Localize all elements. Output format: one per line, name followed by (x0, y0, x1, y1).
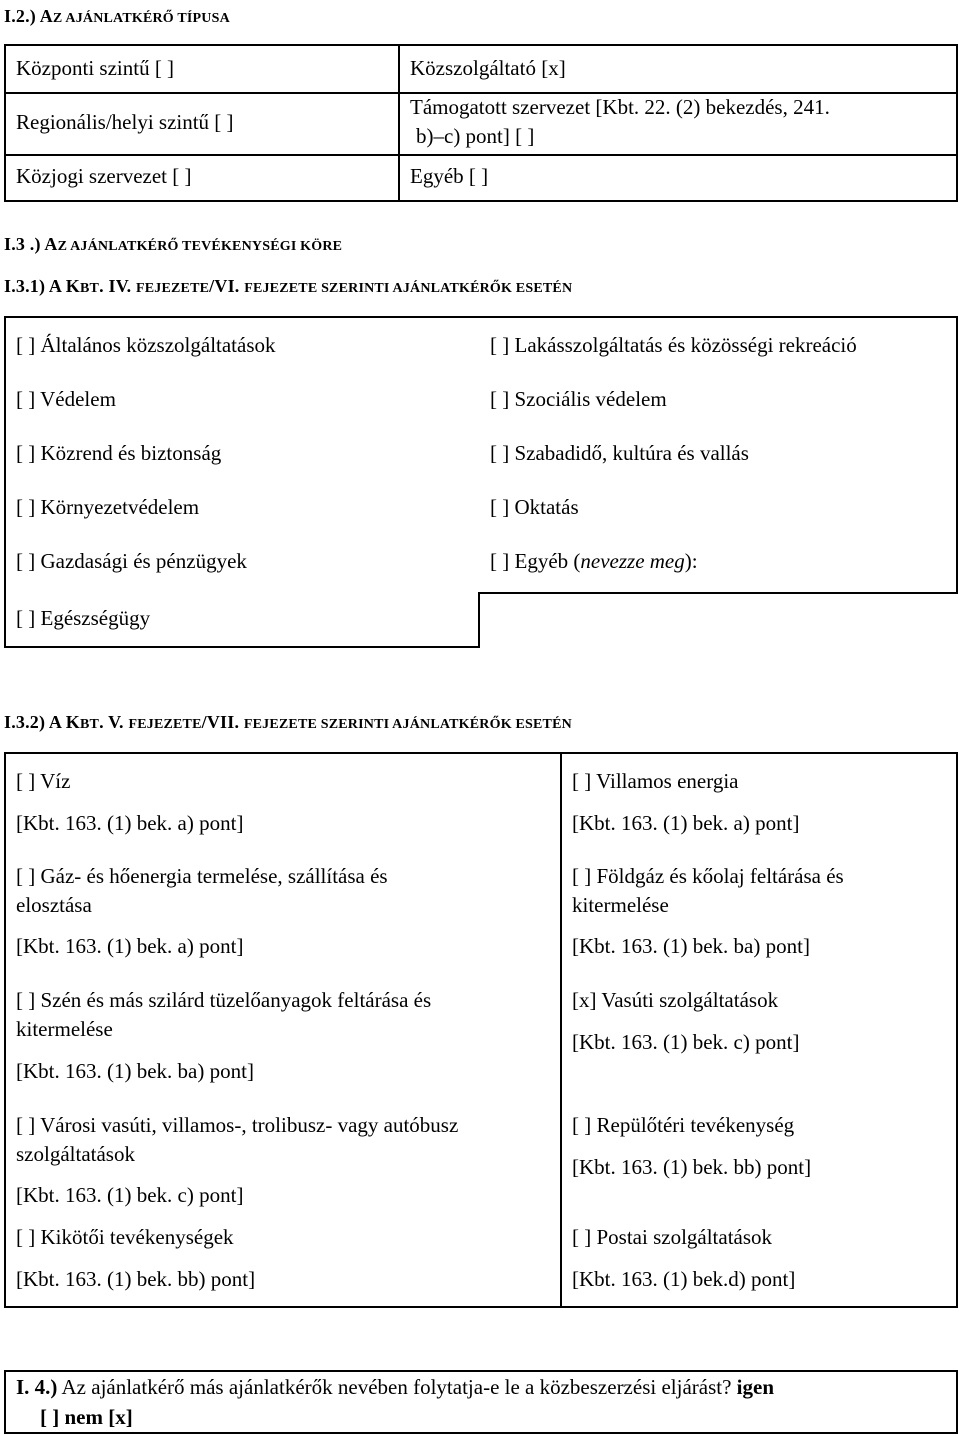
option-text: [ ] Egyéb ( (490, 549, 581, 573)
checkbox-no[interactable]: [x] (108, 1405, 133, 1429)
table-border (956, 316, 958, 594)
table-border (4, 316, 958, 318)
option-public-law[interactable]: Közjogi szervezet [ ] (16, 164, 192, 188)
legal-ref: [Kbt. 163. (1) bek.d) pont] (572, 1267, 796, 1291)
legal-ref: [Kbt. 163. (1) bek. bb) pont] (572, 1155, 812, 1179)
heading-text-small: BT (80, 281, 100, 296)
question-line (16, 1402, 946, 1432)
utility-railway[interactable]: [x] Vasúti szolgáltatások (572, 988, 779, 1012)
activity-public-order[interactable]: [ ] Közrend és biztonság (16, 441, 222, 465)
answer-yes[interactable]: igen (736, 1375, 775, 1399)
utility-airport[interactable]: [ ] Repülőtéri tevékenység (572, 1113, 795, 1137)
activity-economic-financial[interactable]: [ ] Gazdasági és pénzügyek (16, 549, 247, 573)
utility-ports[interactable]: [ ] Kikötői tevékenységek (16, 1225, 234, 1249)
activity-defence[interactable]: [ ] Védelem (16, 387, 116, 411)
section-heading-i31 (4, 276, 572, 297)
legal-ref: [Kbt. 163. (1) bek. a) pont] (572, 811, 800, 835)
heading-text-small: FEJEZETE (128, 717, 202, 732)
heading-text: A (39, 6, 53, 26)
activity-recreation-culture[interactable]: [ ] Szabadidő, kultúra és vallás (490, 441, 749, 465)
checkbox-yes[interactable]: [ ] (40, 1405, 60, 1429)
option-text-cont: szolgáltatások (16, 1142, 135, 1166)
utility-gas-heat[interactable]: [ ] Gáz- és hőenergia termelése, szállítása és (16, 864, 388, 888)
heading-text: A (44, 234, 58, 254)
section-heading-i2 (4, 6, 230, 27)
table-border (480, 592, 958, 594)
table-border (478, 592, 480, 648)
option-line: b)–c) pont] [ ] (416, 124, 535, 148)
option-supported-org[interactable] (410, 93, 830, 151)
table-divider (398, 44, 400, 202)
activity-general-public-services[interactable]: [ ] Általános közszolgáltatások (16, 333, 276, 357)
section-heading-i32 (4, 712, 572, 733)
legal-ref: [Kbt. 163. (1) bek. bb) pont] (16, 1267, 256, 1291)
heading-text-small: BT (80, 717, 100, 732)
question-line (16, 1372, 946, 1402)
heading-text-small: Z AJÁNLATKÉRŐ TÍPUSA (52, 11, 230, 26)
legal-ref: [Kbt. 163. (1) bek. a) pont] (16, 934, 244, 958)
option-regional[interactable]: Regionális/helyi szintű [ ] (16, 110, 234, 134)
legal-ref: [Kbt. 163. (1) bek. c) pont] (572, 1030, 800, 1054)
question-text: Az ajánlatkérő más ajánlatkérők nevében folytatja-e le a közbeszerzési eljárást? (57, 1375, 732, 1399)
section-number: I.3 .) (4, 234, 41, 254)
table-divider (4, 154, 958, 156)
activity-environment[interactable]: [ ] Környezetvédelem (16, 495, 200, 519)
heading-text-small: FEJEZETE SZERINTI AJÁNLATKÉRŐK ESETÉN (244, 281, 573, 296)
option-text-cont: kitermelése (572, 893, 669, 917)
option-text-italic: nevezze meg (580, 549, 685, 573)
legal-ref: [Kbt. 163. (1) bek. a) pont] (16, 811, 244, 835)
utility-urban-transport[interactable]: [ ] Városi vasúti, villamos-, trolibusz- vagy autóbusz (16, 1113, 459, 1137)
heading-text-small: FEJEZETE (135, 281, 210, 296)
heading-text-small: FEJEZETE SZERINTI AJÁNLATKÉRŐK ESETÉN (243, 717, 572, 732)
heading-text: . IV. (99, 276, 136, 296)
legal-ref: [Kbt. 163. (1) bek. c) pont] (16, 1183, 244, 1207)
activity-education[interactable]: [ ] Oktatás (490, 495, 579, 519)
utility-water[interactable]: [ ] Víz (16, 769, 71, 793)
heading-text: /VII. (201, 712, 244, 732)
section-heading-i3 (4, 234, 342, 255)
section-number: I. 4.) (16, 1375, 58, 1399)
option-line: Támogatott szervezet [Kbt. 22. (2) bekezdés, 241. (410, 95, 830, 119)
table-border (4, 316, 6, 648)
section-number: I.2.) (4, 6, 36, 26)
option-text-cont: elosztása (16, 893, 92, 917)
activity-social-protection[interactable]: [ ] Szociális védelem (490, 387, 667, 411)
table-border (4, 646, 480, 648)
table-divider (560, 752, 562, 1308)
utility-oil-gas-extraction[interactable]: [ ] Földgáz és kőolaj feltárása és (572, 864, 844, 888)
activity-housing[interactable]: [ ] Lakásszolgáltatás és közösségi rekreáció (490, 333, 857, 357)
activity-health[interactable]: [ ] Egészségügy (16, 606, 151, 630)
utility-postal[interactable]: [ ] Postai szolgáltatások (572, 1225, 773, 1249)
option-central[interactable]: Központi szintű [ ] (16, 56, 175, 80)
joint-procurement-question (16, 1372, 946, 1432)
option-text-cont: kitermelése (16, 1017, 113, 1041)
option-public-service[interactable]: Közszolgáltató [x] (410, 56, 566, 80)
heading-text: I.3.2) A K (4, 712, 81, 732)
heading-text: I.3.1) A K (4, 276, 81, 296)
legal-ref: [Kbt. 163. (1) bek. ba) pont] (572, 934, 810, 958)
heading-text: /VI. (209, 276, 245, 296)
utility-electricity[interactable]: [ ] Villamos energia (572, 769, 739, 793)
activity-other[interactable] (490, 547, 698, 576)
heading-text-small: Z AJÁNLATKÉRŐ TEVÉKENYSÉGI KÖRE (57, 239, 343, 254)
heading-text: . V. (99, 712, 129, 732)
option-text: ): (684, 549, 698, 573)
legal-ref: [Kbt. 163. (1) bek. ba) pont] (16, 1059, 254, 1083)
answer-no[interactable]: nem (64, 1405, 103, 1429)
utility-coal[interactable]: [ ] Szén és más szilárd tüzelőanyagok feltárása és (16, 988, 432, 1012)
option-other[interactable]: Egyéb [ ] (410, 164, 489, 188)
